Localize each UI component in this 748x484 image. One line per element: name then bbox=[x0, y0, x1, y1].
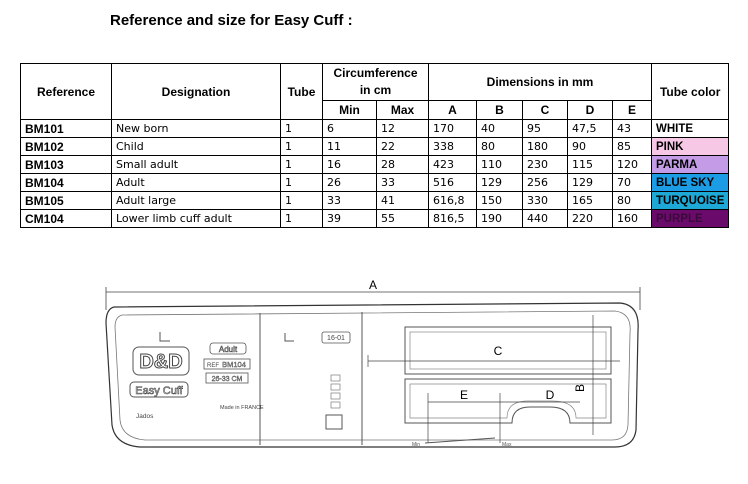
header-e: E bbox=[613, 101, 652, 120]
cell-a: 423 bbox=[429, 156, 477, 174]
tube-pocket-upper bbox=[405, 327, 611, 374]
cell-a: 816,5 bbox=[429, 210, 477, 228]
label-e: E bbox=[459, 388, 469, 402]
cell-tube: 1 bbox=[281, 210, 323, 228]
cell-tube-color: PINK bbox=[652, 138, 729, 156]
cell-min: 11 bbox=[323, 138, 377, 156]
spec-table bbox=[20, 63, 729, 228]
cell-max: 12 bbox=[377, 120, 429, 138]
cell-a: 516 bbox=[429, 174, 477, 192]
label-b: B bbox=[573, 383, 587, 393]
cell-tube-color: PURPLE bbox=[652, 210, 729, 228]
cell-b: 40 bbox=[477, 120, 523, 138]
cell-c: 256 bbox=[523, 174, 568, 192]
cuff-diagram bbox=[100, 275, 645, 460]
header-circumference: Circumference in cm bbox=[323, 64, 429, 101]
header-designation: Designation bbox=[112, 64, 281, 120]
brand-text: D&D bbox=[139, 351, 183, 373]
cell-c: 230 bbox=[523, 156, 568, 174]
header-reference: Reference bbox=[21, 64, 112, 120]
cell-tube-color: TURQUOISE bbox=[652, 192, 729, 210]
cell-designation: Small adult bbox=[112, 156, 281, 174]
header-tube-color: Tube color bbox=[652, 64, 729, 120]
small-logo: Jados bbox=[136, 413, 154, 420]
cell-min: 26 bbox=[323, 174, 377, 192]
cell-min: 33 bbox=[323, 192, 377, 210]
table-row bbox=[21, 210, 729, 228]
cell-e: 70 bbox=[613, 174, 652, 192]
adult-badge: Adult bbox=[218, 345, 238, 354]
cell-designation: Lower limb cuff adult bbox=[112, 210, 281, 228]
label-a: A bbox=[368, 278, 378, 292]
cell-b: 190 bbox=[477, 210, 523, 228]
cell-max: 28 bbox=[377, 156, 429, 174]
cell-d: 220 bbox=[568, 210, 613, 228]
cell-tube: 1 bbox=[281, 174, 323, 192]
tube-label-max: Max bbox=[502, 442, 512, 448]
cell-c: 440 bbox=[523, 210, 568, 228]
cell-min: 6 bbox=[323, 120, 377, 138]
label-d: D bbox=[545, 388, 555, 402]
cell-designation: Child bbox=[112, 138, 281, 156]
cell-tube: 1 bbox=[281, 192, 323, 210]
header-dimensions: Dimensions in mm bbox=[429, 64, 652, 101]
cell-e: 85 bbox=[613, 138, 652, 156]
range-badge: 26-33 CM bbox=[211, 376, 243, 383]
table-row bbox=[21, 174, 729, 192]
cell-e: 160 bbox=[613, 210, 652, 228]
cell-e: 43 bbox=[613, 120, 652, 138]
measure-icon-2 bbox=[285, 333, 294, 341]
index-mark: 16-01 bbox=[327, 335, 345, 342]
cell-max: 55 bbox=[377, 210, 429, 228]
cell-b: 110 bbox=[477, 156, 523, 174]
brand-logo bbox=[133, 347, 189, 375]
cuff-outline bbox=[106, 303, 638, 447]
header-c: C bbox=[523, 101, 568, 120]
cell-reference: BM101 bbox=[21, 120, 112, 138]
cell-c: 180 bbox=[523, 138, 568, 156]
header-a: A bbox=[429, 101, 477, 120]
cell-tube: 1 bbox=[281, 120, 323, 138]
header-min: Min bbox=[323, 101, 377, 120]
cell-a: 338 bbox=[429, 138, 477, 156]
cell-designation: Adult large bbox=[112, 192, 281, 210]
page-title: Reference and size for Easy Cuff : bbox=[110, 12, 353, 29]
cell-d: 165 bbox=[568, 192, 613, 210]
header-b: B bbox=[477, 101, 523, 120]
made-in-label: Made in FRANCE bbox=[220, 405, 264, 411]
cell-reference: BM102 bbox=[21, 138, 112, 156]
header-d: D bbox=[568, 101, 613, 120]
cell-tube-color: BLUE SKY bbox=[652, 174, 729, 192]
cell-reference: BM104 bbox=[21, 174, 112, 192]
ref-badge: BM104 bbox=[222, 360, 246, 369]
measure-icon bbox=[160, 332, 170, 341]
tube-label-min: Min bbox=[412, 442, 421, 448]
cell-b: 150 bbox=[477, 192, 523, 210]
cell-min: 16 bbox=[323, 156, 377, 174]
easy-cuff-label: Easy Cuff bbox=[135, 385, 183, 397]
cell-e: 120 bbox=[613, 156, 652, 174]
cell-a: 170 bbox=[429, 120, 477, 138]
cell-max: 22 bbox=[377, 138, 429, 156]
header-max: Max bbox=[377, 101, 429, 120]
cell-tube: 1 bbox=[281, 156, 323, 174]
cell-d: 47,5 bbox=[568, 120, 613, 138]
cell-d: 129 bbox=[568, 174, 613, 192]
cell-tube: 1 bbox=[281, 138, 323, 156]
table-row bbox=[21, 192, 729, 210]
table-row bbox=[21, 138, 729, 156]
cell-max: 33 bbox=[377, 174, 429, 192]
cell-max: 41 bbox=[377, 192, 429, 210]
cell-c: 95 bbox=[523, 120, 568, 138]
cell-d: 90 bbox=[568, 138, 613, 156]
cell-e: 80 bbox=[613, 192, 652, 210]
ref-badge-prefix: REF bbox=[207, 363, 219, 369]
cell-reference: BM105 bbox=[21, 192, 112, 210]
cell-reference: CM104 bbox=[21, 210, 112, 228]
cell-a: 616,8 bbox=[429, 192, 477, 210]
cell-d: 115 bbox=[568, 156, 613, 174]
symbol-column bbox=[326, 375, 342, 429]
cell-tube-color: WHITE bbox=[652, 120, 729, 138]
cell-designation: New born bbox=[112, 120, 281, 138]
header-tube: Tube bbox=[281, 64, 323, 120]
cell-min: 39 bbox=[323, 210, 377, 228]
cell-reference: BM103 bbox=[21, 156, 112, 174]
table-row bbox=[21, 156, 729, 174]
cell-b: 129 bbox=[477, 174, 523, 192]
label-c: C bbox=[493, 344, 503, 358]
cell-tube-color: PARMA bbox=[652, 156, 729, 174]
cell-b: 80 bbox=[477, 138, 523, 156]
cell-designation: Adult bbox=[112, 174, 281, 192]
cell-c: 330 bbox=[523, 192, 568, 210]
table-row bbox=[21, 120, 729, 138]
